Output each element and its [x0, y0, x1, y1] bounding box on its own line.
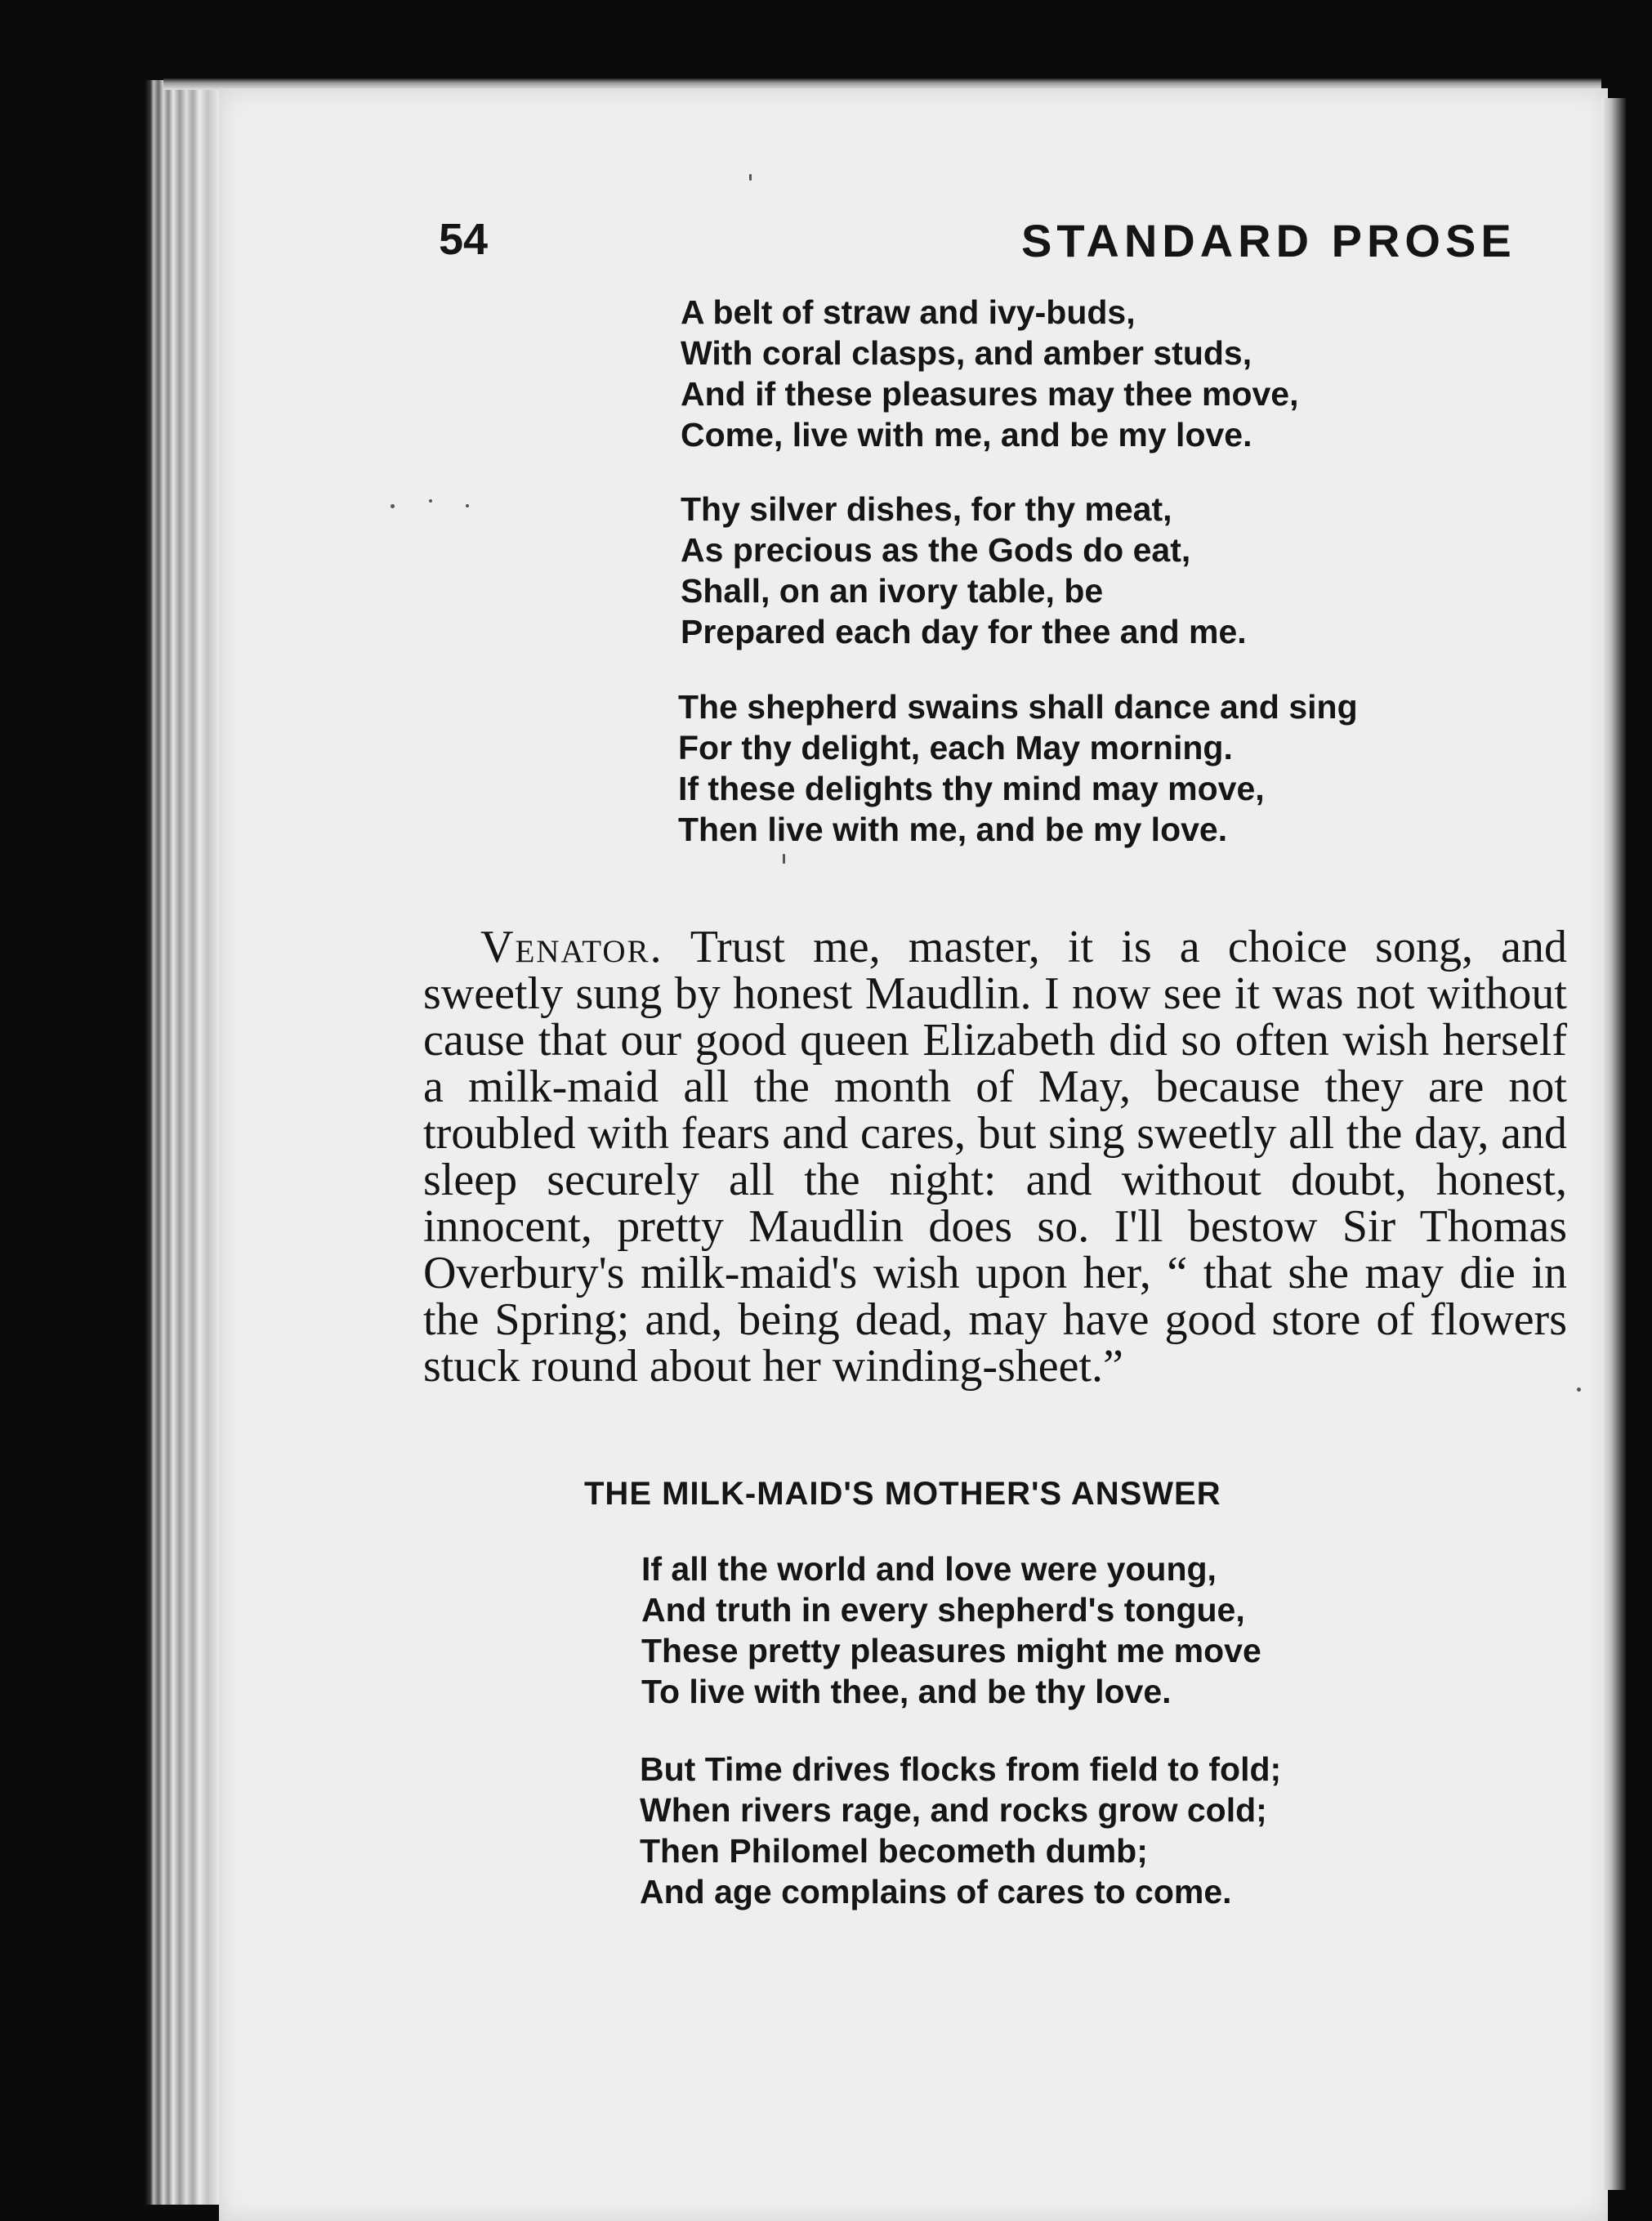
song-stanza-2	[681, 489, 1247, 652]
song-stanza-1	[681, 292, 1299, 455]
scan-speck	[466, 504, 469, 507]
verse-line: When rivers rage, and rocks grow cold;	[640, 1791, 1267, 1829]
verse-line: With coral clasps, and amber studs,	[681, 334, 1252, 372]
verse-line: And age complains of cares to come.	[640, 1873, 1232, 1910]
speaker-name: Venator.	[480, 922, 663, 972]
poem-title: THE MILK-MAID'S MOTHER'S ANSWER	[584, 1476, 1221, 1512]
verse-line: Come, live with me, and be my love.	[681, 416, 1252, 454]
verse-line: A belt of straw and ivy-buds,	[681, 293, 1136, 331]
scan-speck	[1577, 1388, 1581, 1392]
answer-stanza-2	[640, 1749, 1281, 1912]
verse-line: If all the world and love were young,	[641, 1550, 1217, 1588]
scan-speck	[391, 504, 395, 508]
verse-line: Then Philomel becometh dumb;	[640, 1832, 1148, 1870]
scan-speck	[749, 174, 752, 181]
verse-line: If these delights thy mind may move,	[678, 770, 1265, 807]
verse-line: Then live with me, and be my love.	[678, 811, 1228, 848]
verse-line: And truth in every shepherd's tongue,	[641, 1591, 1245, 1629]
page-number: 54	[439, 215, 489, 264]
verse-line: But Time drives flocks from field to fold;	[640, 1750, 1282, 1788]
verse-line: Thy silver dishes, for thy meat,	[681, 490, 1172, 528]
answer-stanza-1	[641, 1548, 1261, 1712]
verse-line: Prepared each day for thee and me.	[681, 613, 1247, 650]
song-stanza-3	[678, 686, 1358, 850]
verse-line: For thy delight, each May morning.	[678, 729, 1233, 766]
verse-line: And if these pleasures may thee move,	[681, 375, 1299, 413]
venator-paragraph	[423, 924, 1567, 1390]
scan-speck	[429, 499, 432, 503]
verse-line: To live with thee, and be thy love.	[641, 1673, 1172, 1710]
page-right-edge	[1601, 98, 1626, 2190]
running-head: STANDARD PROSE	[1021, 215, 1516, 266]
verse-line: The shepherd swains shall dance and sing	[678, 688, 1358, 726]
verse-line: Shall, on an ivory table, be	[681, 572, 1104, 610]
verse-line: These pretty pleasures might me move	[641, 1632, 1261, 1669]
paragraph-text: Trust me, master, it is a choice song, and sweetly sung by honest Maudlin. I now see it was not without cause that our good queen Elizabeth did so often wish herself a milk-maid all the month of May, because they are not troubled with fears and cares, but sing sweetly all the day, and sleep securely all the night: and without doubt, honest, innocent, pretty Maudlin does so. I'll bestow Sir Thomas Overbury's milk-maid's wish upon her, “ that she may die in the Spring; and, being dead, may have good store of flowers stuck round about her winding-sheet.”	[423, 922, 1567, 1392]
scan-speck	[783, 854, 785, 864]
book-binding-edge	[145, 80, 221, 2205]
verse-line: As precious as the Gods do eat,	[681, 531, 1191, 569]
